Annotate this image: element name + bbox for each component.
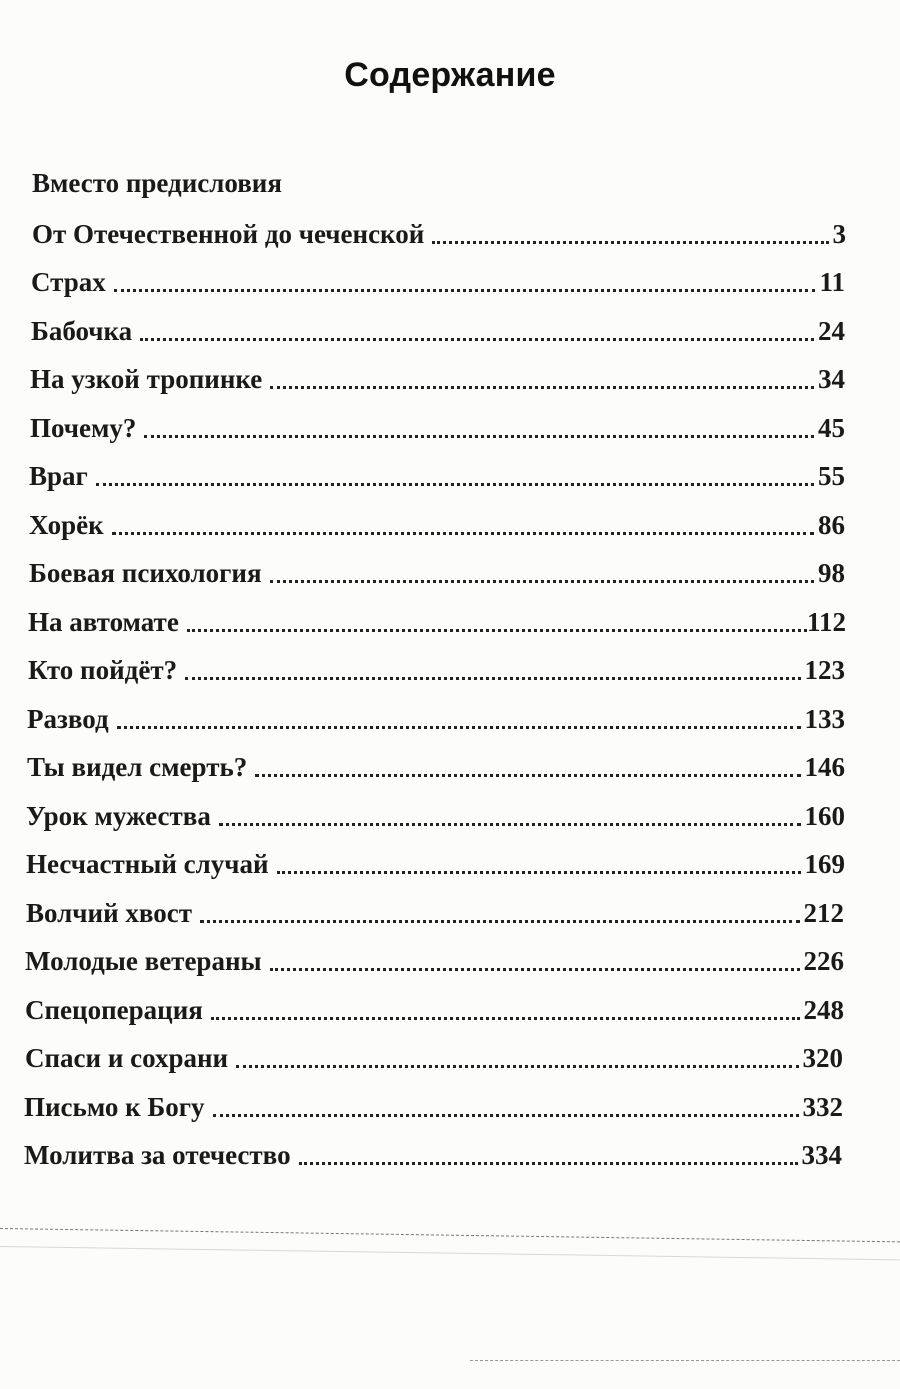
toc-entry (24, 1087, 843, 1123)
toc-entry-page: 123 (804, 655, 845, 685)
dot-leader (140, 337, 814, 341)
toc-entry-label: Развод (27, 704, 109, 734)
dot-leader (112, 531, 814, 535)
dot-leader (277, 870, 801, 874)
toc-entry-page: 160 (804, 801, 845, 831)
toc-entry-label: Кто пойдёт? (28, 655, 178, 685)
toc-entry (29, 505, 845, 541)
dot-leader (187, 628, 807, 632)
dot-leader (270, 385, 814, 389)
toc-entry-label: Бабочка (31, 316, 133, 346)
toc-entry-label: Спаси и сохрани (25, 1043, 229, 1073)
toc-entry-label: Молитва за отечество (24, 1140, 291, 1170)
toc-entry (30, 359, 845, 395)
toc-entry-page: 226 (803, 946, 844, 976)
toc-entry-label: Ты видел смерть? (27, 752, 248, 782)
toc-entry-label: От Отечественной до чеченской (32, 219, 425, 249)
toc-entry-label: Страх (31, 267, 106, 297)
toc-entry (24, 1135, 842, 1171)
toc-entry (29, 553, 845, 589)
dot-leader (96, 482, 814, 486)
toc-entry-page: 133 (804, 704, 845, 734)
dot-leader (219, 822, 801, 826)
dot-leader (270, 967, 800, 971)
toc-entry (31, 311, 845, 347)
toc-entry-label: Спецоперация (25, 995, 203, 1025)
toc-entry-label: Урок мужества (26, 801, 211, 831)
toc-entry-label: Волчий хвост (26, 898, 193, 928)
dot-leader (211, 1016, 800, 1020)
toc-entry-label: Почему? (30, 413, 137, 443)
toc-entry-label: Молодые ветераны (25, 946, 262, 976)
contents-title: Содержание (344, 56, 556, 94)
toc-entry-label: На автомате (28, 607, 179, 637)
toc-entry-page: 212 (803, 898, 844, 928)
toc-entry-page: 86 (818, 510, 845, 540)
dot-leader (185, 676, 800, 680)
toc-entry (25, 941, 844, 977)
preface-heading: Вместо предисловия (32, 168, 282, 198)
toc-entry (25, 990, 844, 1026)
toc-entry-label: Враг (29, 461, 88, 491)
toc-entry (29, 456, 845, 492)
dot-leader (270, 579, 814, 583)
dot-leader (144, 434, 814, 438)
toc-entry (26, 893, 844, 929)
toc-entry-page: 11 (819, 267, 845, 297)
toc-entry-label: На узкой тропинке (30, 364, 263, 394)
toc-entry-page: 112 (806, 607, 846, 637)
toc-entry-page: 146 (804, 752, 845, 782)
toc-entry-page: 248 (803, 995, 844, 1025)
dot-leader (200, 919, 799, 923)
toc-entry-page: 98 (818, 558, 845, 588)
dot-leader (114, 288, 816, 292)
toc-entry-page: 320 (802, 1043, 843, 1073)
toc-entry (26, 796, 845, 832)
toc-entry (25, 1038, 843, 1074)
toc-entry (31, 262, 845, 298)
dot-leader (117, 725, 801, 729)
toc-entry (28, 602, 846, 638)
toc-entry (27, 699, 845, 735)
toc-entry-page: 169 (804, 849, 845, 879)
toc-entry-label: Боевая психология (29, 558, 262, 588)
dot-leader (236, 1064, 798, 1068)
bottom-edge-line (470, 1360, 900, 1361)
toc-entry-page: 332 (802, 1092, 843, 1122)
toc-entry-page: 34 (818, 364, 845, 394)
dot-leader (299, 1161, 798, 1165)
toc-entry (28, 650, 845, 686)
dot-leader (255, 773, 800, 777)
toc-entry (30, 408, 845, 444)
dot-leader (432, 240, 828, 244)
toc-entry (27, 747, 845, 783)
dot-leader (213, 1113, 799, 1117)
toc-entry-page: 24 (818, 316, 845, 346)
toc-entry (32, 214, 846, 250)
toc-entry-page: 334 (801, 1140, 842, 1170)
toc-entry-page: 3 (832, 219, 846, 249)
toc-entry-page: 55 (818, 461, 845, 491)
toc-entry-page: 45 (818, 413, 845, 443)
toc-entry (26, 844, 845, 880)
toc-entry-label: Письмо к Богу (24, 1092, 205, 1122)
toc-entry-label: Несчастный случай (26, 849, 269, 879)
toc-entry-label: Хорёк (29, 510, 104, 540)
